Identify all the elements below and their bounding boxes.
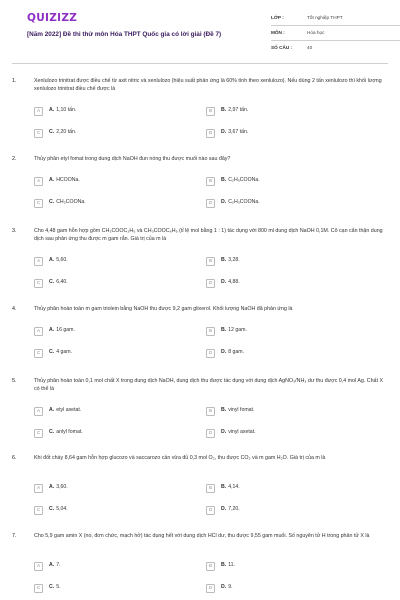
- meta-value: Tốt nghiệp THPT: [307, 14, 343, 20]
- option-letter: D.: [221, 429, 227, 436]
- answer-option-c[interactable]: [34, 278, 68, 288]
- option-letter: D.: [221, 349, 227, 356]
- option-value: 11.: [228, 562, 236, 569]
- question-text: Xenlulozo trinitrat được điều chế từ axit nitric và xenlulozo (hiệu suất phản ứng là 60% tính theo xenlulozo). Nếu dùng 2 tấn xenlulozo thì khối lượng xenlulozo trinitrat điều chế được là: [34, 78, 382, 92]
- option-value: C₂H₅COONa.: [228, 177, 260, 184]
- answer-option-d[interactable]: [206, 505, 240, 515]
- option-text: [49, 584, 61, 591]
- question-text: Thủy phân etyl fomat trong dung dịch NaOH đun nóng thu được muối nào sau đây?: [34, 156, 231, 162]
- answer-option-c[interactable]: [34, 583, 61, 593]
- option-text: [49, 429, 83, 436]
- meta-label: MÔN :: [271, 29, 285, 35]
- option-letter: D.: [221, 279, 227, 286]
- answer-option-b[interactable]: [206, 106, 248, 116]
- answer-option-d[interactable]: [206, 348, 244, 358]
- option-letter: D.: [221, 584, 227, 591]
- answer-option-b[interactable]: [206, 483, 240, 493]
- option-text: [49, 199, 86, 206]
- option-key-box: A: [34, 107, 43, 116]
- option-value: 6,40.: [56, 279, 68, 286]
- answer-option-a[interactable]: [34, 176, 80, 186]
- answer-option-b[interactable]: [206, 326, 247, 336]
- option-text: [49, 506, 68, 513]
- option-text: [221, 279, 240, 286]
- option-key-box: C: [34, 279, 43, 288]
- option-value: 8 gam.: [228, 349, 245, 356]
- option-value: HCOONa.: [56, 177, 80, 184]
- option-value: 4 gam.: [56, 349, 73, 356]
- option-text: [221, 407, 254, 414]
- option-value: etyl axetat.: [56, 407, 82, 414]
- option-value: 12 gam.: [228, 327, 247, 334]
- answer-option-d[interactable]: [206, 128, 248, 138]
- question-number: 1.: [12, 78, 17, 84]
- option-value: 2,97 tấn.: [228, 107, 249, 114]
- option-text: [221, 327, 247, 334]
- question-number: 3.: [12, 228, 17, 234]
- question-text: Thủy phân hoàn toàn m gam triolein bằng NaOH thu được 9,2 gam glixerol. Khối lượng NaOH đã phản ứng là: [34, 306, 293, 312]
- option-letter: B.: [221, 107, 227, 114]
- option-key-box: C: [34, 429, 43, 438]
- answer-option-c[interactable]: [34, 198, 86, 208]
- answer-option-b[interactable]: [206, 406, 254, 416]
- option-letter: C.: [49, 199, 55, 206]
- question-text: Thủy phân hoàn toàn 0,1 mol chất X trong dung dịch NaOH, dung dịch thu được tác dụng với dung dịch AgNO₃/NH₃ dư thu được 0,4 mol Ag. Chất X có thể là: [34, 378, 383, 392]
- answer-option-a[interactable]: [34, 326, 75, 336]
- question-number: 5.: [12, 378, 17, 384]
- option-text: [49, 327, 75, 334]
- option-key-box: A: [34, 327, 43, 336]
- option-value: 3,28.: [228, 257, 240, 264]
- meta-label: SỐ CÂU :: [271, 45, 293, 51]
- option-letter: C.: [49, 506, 55, 513]
- option-letter: D.: [221, 506, 227, 513]
- option-key-box: B: [206, 562, 215, 571]
- question-text: Cho 5,9 gam amin X (no, đơn chức, mạch hở) tác dụng hết với dung dịch HCl dư, thu được 9,55 gam muối. Số nguyên tử H trong phân tử X là: [34, 533, 370, 539]
- answer-option-c[interactable]: [34, 348, 72, 358]
- option-letter: A.: [49, 257, 55, 264]
- option-key-box: B: [206, 177, 215, 186]
- option-key-box: B: [206, 484, 215, 493]
- option-value: 16 gam.: [56, 327, 75, 334]
- option-value: 5,60.: [56, 257, 68, 264]
- option-letter: B.: [221, 407, 227, 414]
- answer-option-a[interactable]: [34, 406, 81, 416]
- answer-option-a[interactable]: [34, 106, 76, 116]
- question-number: 7.: [12, 533, 17, 539]
- option-key-box: C: [34, 584, 43, 593]
- meta-value: 40: [307, 45, 313, 51]
- option-value: 3,67 tấn.: [228, 129, 249, 136]
- meta-label: LỚP :: [271, 14, 284, 20]
- option-text: [49, 349, 72, 356]
- page-title: [Năm 2022] Đề thi thử môn Hóa THPT Quốc gia có lời giải (Đề 7): [27, 31, 222, 38]
- option-key-box: C: [34, 129, 43, 138]
- option-key-box: C: [34, 506, 43, 515]
- option-letter: B.: [221, 177, 227, 184]
- option-text: [221, 349, 244, 356]
- option-text: [221, 484, 240, 491]
- option-key-box: D: [206, 584, 215, 593]
- option-key-box: B: [206, 327, 215, 336]
- option-value: vinyl fomat.: [228, 407, 255, 414]
- option-key-box: A: [34, 562, 43, 571]
- option-value: 4,14.: [228, 484, 240, 491]
- option-text: [49, 177, 80, 184]
- option-letter: C.: [49, 279, 55, 286]
- option-text: [221, 129, 248, 136]
- question-text: Cho 4,48 gam hỗn hợp gồm CH₃COOC₂H₅ và CH₃COOC₆H₅ (tỉ lệ mol bằng 1 : 1) tác dụng với 800 ml dung dịch NaOH 0,1M. Cô cạn cẩn thận dung dịch sau phản ứng thu được m gam rắn. Giá trị của m là: [34, 228, 383, 242]
- header-divider: [12, 63, 388, 64]
- question-text: Khi đốt cháy 8,64 gam hỗn hợp glucozo và saccarozo cần vừa đủ 0,3 mol O₂, thu được CO₂ và m gam H₂O. Giá trị của m là: [34, 455, 326, 461]
- option-value: 3,60.: [56, 484, 68, 491]
- answer-option-d[interactable]: [206, 428, 256, 438]
- option-key-box: A: [34, 407, 43, 416]
- answer-option-c[interactable]: [34, 428, 83, 438]
- option-letter: C.: [49, 349, 55, 356]
- meta-panel: [271, 11, 400, 56]
- option-key-box: D: [206, 429, 215, 438]
- option-text: [221, 506, 240, 513]
- option-letter: B.: [221, 562, 227, 569]
- option-text: [49, 279, 68, 286]
- option-key-box: C: [34, 349, 43, 358]
- option-text: [221, 177, 260, 184]
- answer-option-b[interactable]: [206, 561, 235, 571]
- option-text: [221, 107, 248, 114]
- option-letter: B.: [221, 327, 227, 334]
- option-text: [49, 407, 81, 414]
- answer-option-a[interactable]: [34, 561, 61, 571]
- option-letter: A.: [49, 177, 55, 184]
- option-key-box: B: [206, 407, 215, 416]
- question-number: 2.: [12, 156, 17, 162]
- option-text: [221, 257, 240, 264]
- answer-option-b[interactable]: [206, 176, 260, 186]
- option-key-box: D: [206, 129, 215, 138]
- answer-option-d[interactable]: [206, 583, 233, 593]
- meta-row-subject: [271, 26, 400, 41]
- answer-option-d[interactable]: [206, 198, 260, 208]
- meta-row-class: [271, 11, 400, 26]
- option-value: 5,04.: [56, 506, 68, 513]
- option-letter: A.: [49, 327, 55, 334]
- option-key-box: B: [206, 107, 215, 116]
- option-text: [49, 257, 68, 264]
- option-letter: A.: [49, 107, 55, 114]
- option-letter: C.: [49, 129, 55, 136]
- option-text: [49, 562, 61, 569]
- option-key-box: A: [34, 484, 43, 493]
- option-text: [49, 129, 76, 136]
- option-letter: A.: [49, 562, 55, 569]
- option-text: [49, 107, 76, 114]
- option-letter: B.: [221, 484, 227, 491]
- option-key-box: A: [34, 257, 43, 266]
- option-value: 4,88.: [228, 279, 240, 286]
- answer-option-b[interactable]: [206, 256, 240, 266]
- option-value: 5.: [56, 584, 61, 591]
- option-value: 2,20 tấn.: [56, 129, 77, 136]
- answer-option-a[interactable]: [34, 256, 68, 266]
- option-text: [221, 199, 260, 206]
- option-letter: B.: [221, 257, 227, 264]
- option-value: 7.: [56, 562, 61, 569]
- option-text: [221, 562, 235, 569]
- option-key-box: D: [206, 279, 215, 288]
- option-value: 7,20.: [228, 506, 240, 513]
- meta-row-count: [271, 41, 400, 56]
- option-letter: C.: [49, 584, 55, 591]
- option-letter: A.: [49, 407, 55, 414]
- option-letter: D.: [221, 199, 227, 206]
- option-key-box: D: [206, 199, 215, 208]
- option-letter: A.: [49, 484, 55, 491]
- option-value: 1,10 tấn.: [56, 107, 77, 114]
- question-number: 6.: [12, 455, 17, 461]
- answer-option-a[interactable]: [34, 483, 68, 493]
- option-letter: D.: [221, 129, 227, 136]
- meta-value: Hóa học: [307, 29, 325, 35]
- answer-option-d[interactable]: [206, 278, 240, 288]
- option-key-box: D: [206, 506, 215, 515]
- option-value: 9.: [228, 584, 233, 591]
- option-letter: C.: [49, 429, 55, 436]
- option-key-box: C: [34, 199, 43, 208]
- question-number: 4.: [12, 306, 17, 312]
- option-text: [221, 584, 233, 591]
- quizizz-logo: QUIZIZZ: [27, 12, 78, 24]
- answer-option-c[interactable]: [34, 505, 68, 515]
- option-text: [221, 429, 256, 436]
- option-value: vinyl axetat.: [228, 429, 256, 436]
- option-value: CH₃COONa.: [56, 199, 86, 206]
- option-key-box: D: [206, 349, 215, 358]
- option-text: [49, 484, 68, 491]
- option-value: C₂H₃COONa.: [228, 199, 260, 206]
- worksheet-header: [12, 0, 388, 64]
- option-value: anlyl fomat.: [56, 429, 83, 436]
- option-key-box: A: [34, 177, 43, 186]
- option-key-box: B: [206, 257, 215, 266]
- answer-option-c[interactable]: [34, 128, 76, 138]
